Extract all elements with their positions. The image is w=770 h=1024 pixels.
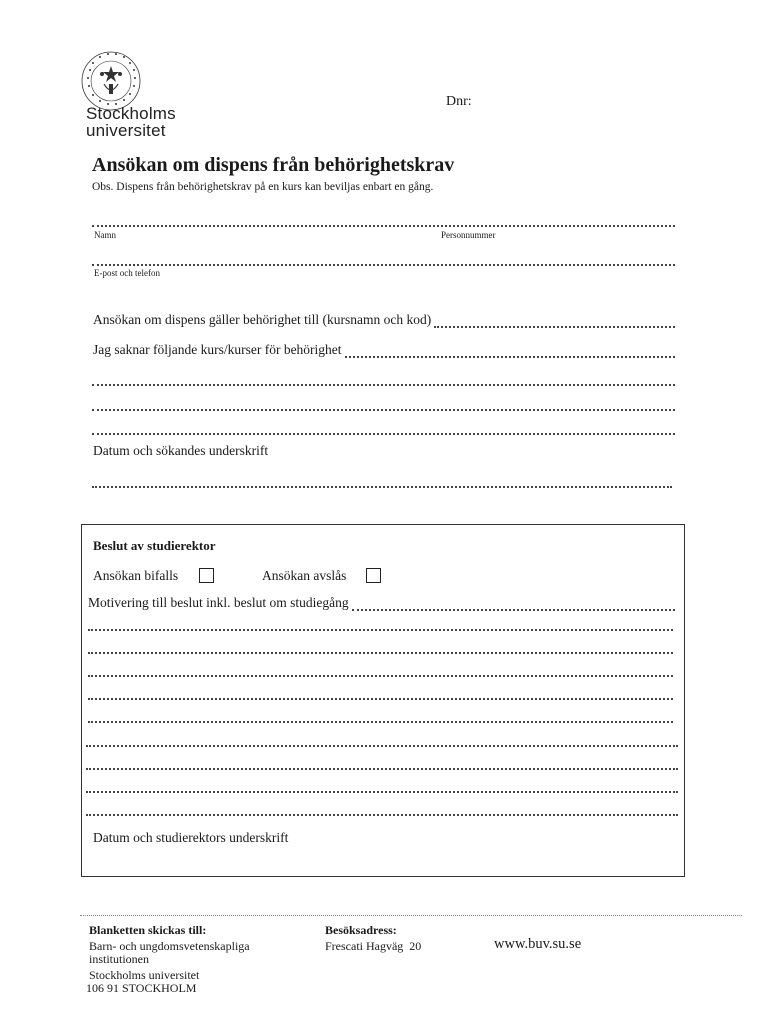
eligibility-field[interactable] (434, 314, 675, 328)
missing-courses-line-2[interactable] (92, 372, 675, 386)
logo-line-1: Stockholms (86, 104, 176, 123)
motivation-line-7[interactable] (86, 733, 678, 747)
department-line-2: institutionen (89, 952, 149, 966)
university-logo-text (86, 105, 206, 139)
approve-label: Ansökan bifalls (93, 568, 179, 583)
email-phone-field[interactable] (92, 252, 675, 266)
eligibility-row (93, 312, 675, 328)
motivation-line-3[interactable] (88, 640, 673, 654)
motivation-line-8[interactable] (86, 756, 678, 770)
department-line-1: Barn- och ungdomsvetenskapliga (89, 939, 250, 953)
form-note: Obs. Dispens från behörighetskrav på en kurs kan beviljas enbart en gång. (92, 181, 434, 193)
motivation-line-2[interactable] (88, 617, 673, 631)
visit-heading: Besöksadress: (325, 923, 397, 937)
personnummer-label: Personnummer (441, 230, 496, 240)
motivation-prompt: Motivering till beslut inkl. beslut om studiegång (88, 595, 349, 610)
missing-courses-prompt: Jag saknar följande kurs/kurser för behörighet (93, 342, 342, 357)
applicant-signature-label: Datum och sökandes underskrift (93, 443, 269, 458)
dnr-label: Dnr: (446, 94, 472, 109)
name-label: Namn (94, 230, 116, 240)
visit-address: Frescati Hagväg 20 (325, 939, 422, 953)
motivation-line-6[interactable] (88, 709, 673, 723)
reject-label: Ansökan avslås (262, 568, 347, 583)
footer-visit (325, 924, 421, 953)
missing-courses-line-3[interactable] (92, 397, 675, 411)
university-name: Stockholms universitet (89, 968, 200, 982)
decision-title: Beslut av studierektor (93, 538, 216, 553)
university-seal-logo (80, 50, 142, 112)
eligibility-prompt: Ansökan om dispens gäller behörighet till (kursnamn och kod) (93, 312, 432, 327)
postal-address: 106 91 STOCKHOLM (86, 981, 197, 995)
motivation-line-4[interactable] (88, 663, 673, 677)
motivation-line-10[interactable] (86, 802, 678, 816)
motivation-line-5[interactable] (88, 686, 673, 700)
motivation-row (88, 595, 675, 611)
name-field[interactable] (92, 213, 675, 227)
send-to-heading: Blanketten skickas till: (89, 923, 207, 937)
reject-checkbox[interactable] (366, 568, 381, 583)
website-link[interactable]: www.buv.su.se (494, 936, 582, 952)
missing-courses-line-4[interactable] (92, 421, 675, 435)
applicant-signature-field[interactable] (92, 474, 672, 488)
form-title: Ansökan om dispens från behörighetskrav (92, 154, 455, 176)
approve-checkbox[interactable] (199, 568, 214, 583)
logo-line-2: universitet (86, 121, 166, 140)
motivation-line-9[interactable] (86, 779, 678, 793)
missing-courses-field[interactable] (345, 344, 675, 358)
footer-send-to (86, 923, 250, 995)
footer-divider (80, 915, 742, 916)
email-phone-label: E-post och telefon (94, 268, 160, 278)
director-signature-label: Datum och studierektors underskrift (93, 830, 289, 845)
motivation-field[interactable] (352, 597, 675, 611)
missing-courses-row (93, 342, 675, 358)
